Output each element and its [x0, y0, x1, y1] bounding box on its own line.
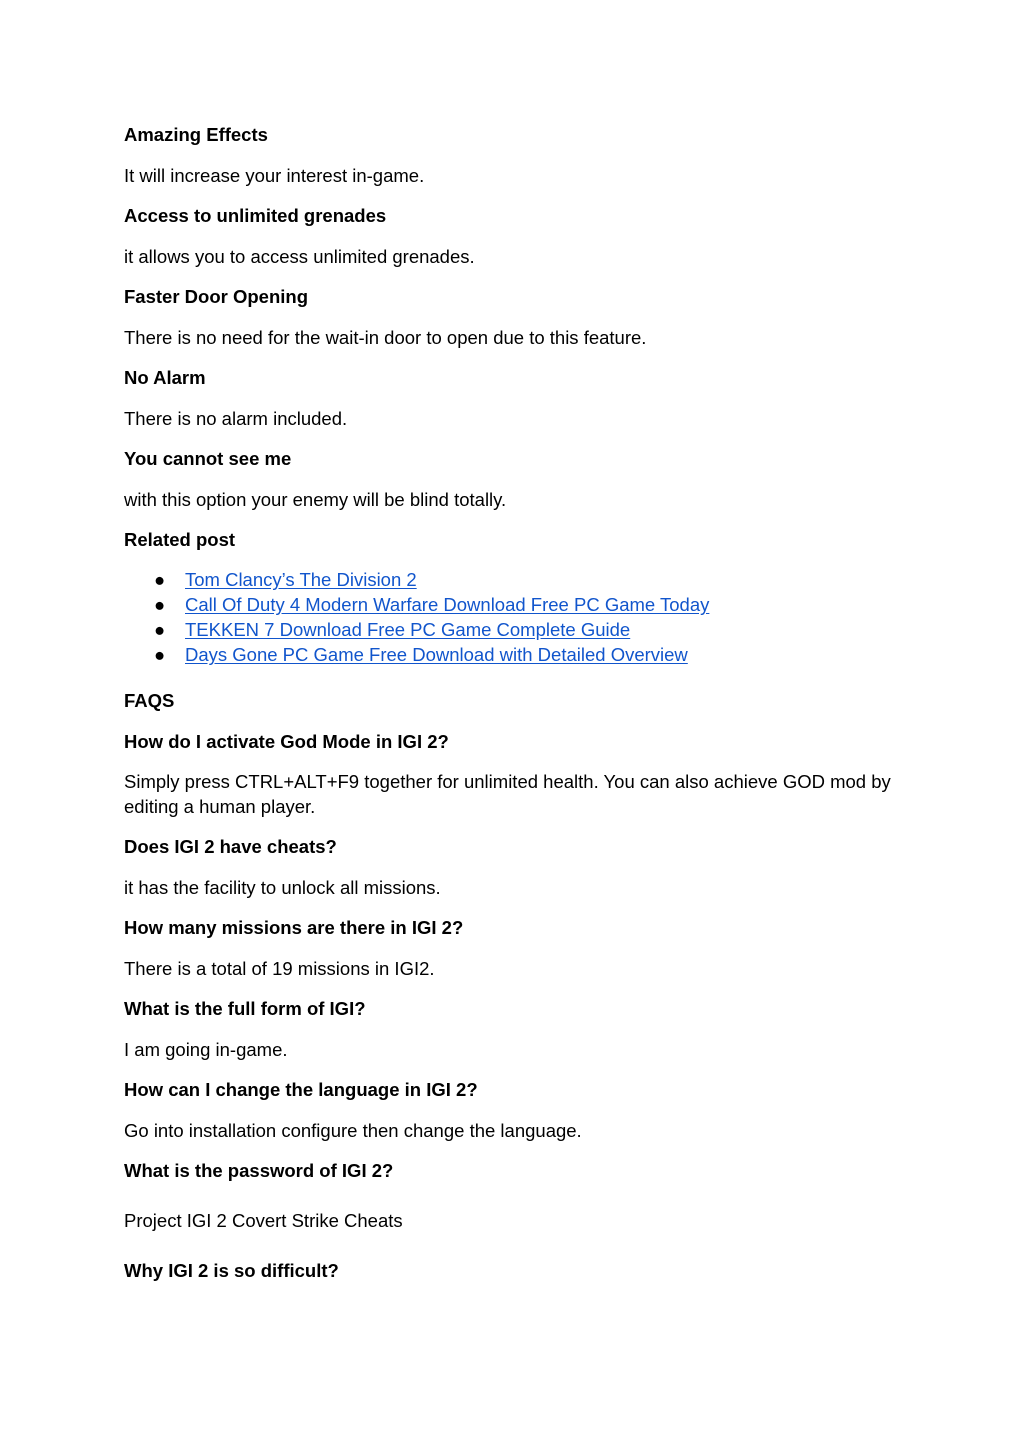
list-item [124, 617, 709, 642]
list-item [124, 567, 709, 592]
section-heading-faster-door-opening: Faster Door Opening [124, 286, 308, 307]
related-post-heading: Related post [124, 529, 236, 550]
section-heading-unlimited-grenades: Access to unlimited grenades [124, 205, 387, 226]
faq-question: Does IGI 2 have cheats? [124, 836, 337, 857]
related-link-division-2[interactable]: Tom Clancy’s The Division 2 [185, 569, 417, 590]
section-text-no-alarm: There is no alarm included. [124, 408, 348, 429]
related-link-call-of-duty-4[interactable]: Call Of Duty 4 Modern Warfare Download Free PC Game Today [185, 594, 710, 615]
faq-answer: I am going in-game. [124, 1039, 288, 1060]
faq-answer: Go into installation configure then change the language. [124, 1120, 582, 1141]
related-link-tekken-7[interactable]: TEKKEN 7 Download Free PC Game Complete Guide [185, 619, 631, 640]
faq-question: How do I activate God Mode in IGI 2? [124, 731, 449, 752]
faq-question: What is the full form of IGI? [124, 998, 366, 1019]
faq-question: How can I change the language in IGI 2? [124, 1079, 478, 1100]
faq-answer: There is a total of 19 missions in IGI2. [124, 958, 435, 979]
bullet-icon: ● [154, 594, 166, 615]
list-item [124, 642, 709, 667]
faq-question: How many missions are there in IGI 2? [124, 917, 464, 938]
faq-answer: Project IGI 2 Covert Strike Cheats [124, 1210, 403, 1231]
bullet-icon: ● [154, 644, 166, 665]
section-heading-no-alarm: No Alarm [124, 367, 206, 388]
section-text-unlimited-grenades: it allows you to access unlimited grenades. [124, 246, 475, 267]
bullet-icon: ● [154, 619, 166, 640]
faq-answer: it has the facility to unlock all missions. [124, 877, 441, 898]
section-heading-you-cannot-see-me: You cannot see me [124, 448, 292, 469]
section-heading-amazing-effects: Amazing Effects [124, 124, 268, 145]
bullet-icon: ● [154, 569, 166, 590]
related-post-list [124, 567, 709, 667]
faq-question: Why IGI 2 is so difficult? [124, 1260, 339, 1281]
faq-answer: Simply press CTRL+ALT+F9 together for unlimited health. You can also achieve GOD mod by editing a human player. [124, 771, 891, 817]
list-item [124, 592, 709, 617]
related-link-days-gone[interactable]: Days Gone PC Game Free Download with Detailed Overview [185, 644, 688, 665]
faq-question: What is the password of IGI 2? [124, 1160, 394, 1181]
section-text-you-cannot-see-me: with this option your enemy will be blind totally. [124, 489, 507, 510]
section-text-amazing-effects: It will increase your interest in-game. [124, 165, 425, 186]
faqs-heading: FAQS [124, 690, 175, 711]
section-text-faster-door-opening: There is no need for the wait-in door to open due to this feature. [124, 327, 647, 348]
